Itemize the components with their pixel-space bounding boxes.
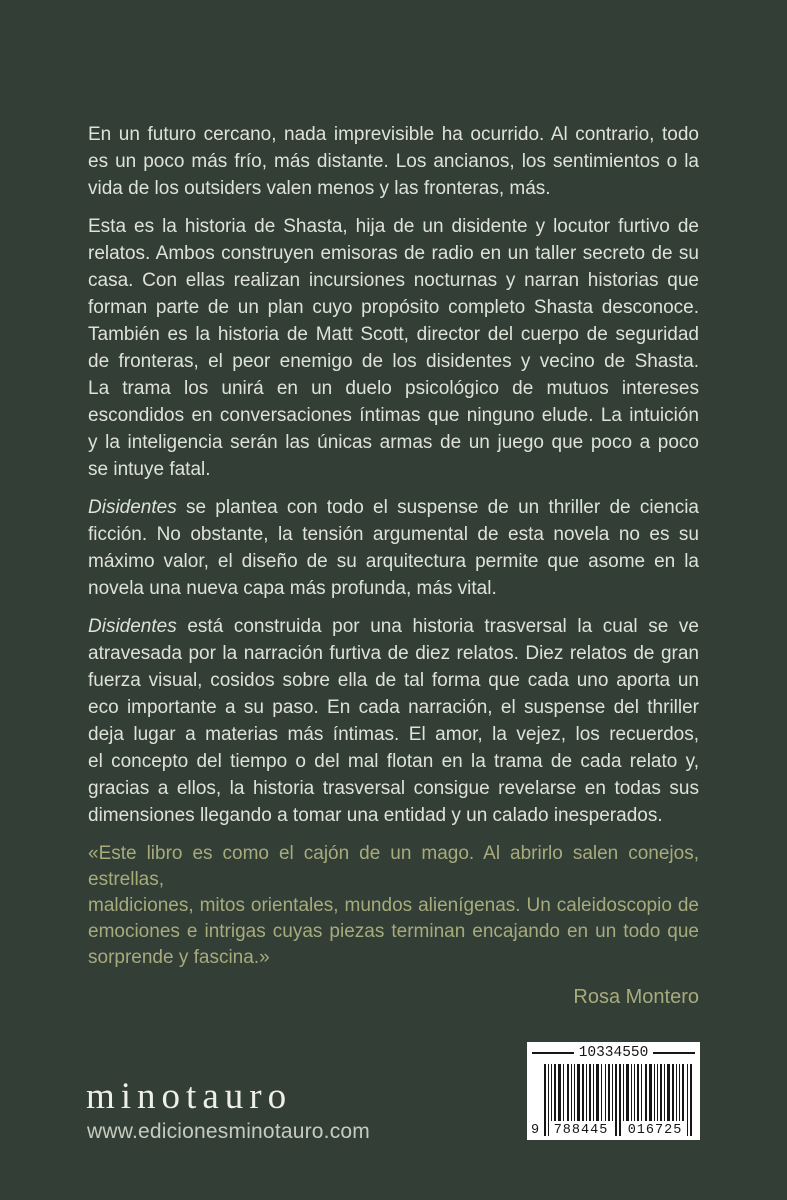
book-title-italic: Disidentes — [88, 616, 177, 637]
text-segment: deja lugar a materias más íntimas. El amor, la vejez, los recuerdos, — [88, 724, 699, 745]
barcode-bar — [623, 1064, 624, 1121]
barcode-bar — [577, 1064, 580, 1121]
text-line — [88, 575, 699, 602]
text-segment: máximo valor, el diseño de su arquitectura permite que asome en la — [88, 551, 699, 572]
barcode-bar — [551, 1064, 552, 1121]
back-cover-paragraph — [88, 213, 699, 483]
text-segment: se plantea con todo el suspense de un thriller de ciencia — [176, 497, 699, 518]
text-segment: En un futuro cercano, nada imprevisible ha ocurrido. Al contrario, todo — [88, 124, 699, 145]
text-line — [88, 945, 699, 971]
barcode-bar — [593, 1064, 594, 1121]
publisher-website-url: www.edicionesminotauro.com — [87, 1120, 370, 1143]
isbn-digit-group: 016725 — [627, 1123, 683, 1138]
text-segment: de fronteras, el peor enemigo de los disidentes y vecino de Shasta. — [88, 351, 699, 372]
text-line — [88, 456, 699, 483]
text-line — [88, 321, 699, 348]
barcode-bar — [567, 1064, 569, 1121]
barcode-top-number: 10334550 — [578, 1045, 649, 1061]
text-segment: maldiciones, mitos orientales, mundos alienígenas. Un caleidoscopio de — [88, 895, 699, 916]
text-line — [88, 802, 699, 829]
text-segment: eco importante a su paso. En cada narración, el suspense del thriller — [88, 697, 699, 718]
text-line — [88, 748, 699, 775]
barcode-bar — [563, 1064, 564, 1121]
text-line — [88, 548, 699, 575]
text-line — [88, 240, 699, 267]
text-segment: relatos. Ambos construyen emisoras de radio en un taller secreto de su — [88, 243, 699, 264]
text-segment: novela una nueva capa más profunda, más vital. — [88, 578, 497, 599]
text-line — [88, 121, 699, 148]
minotauro-wordmark: minotauro — [86, 1076, 293, 1117]
text-segment: sorprende y fascina.» — [88, 947, 270, 968]
barcode-bar — [554, 1064, 556, 1121]
text-segment: y la inteligencia serán las únicas armas de un juego que poco a poco — [88, 432, 699, 453]
text-line — [88, 640, 699, 667]
text-segment: casa. Con ellas realizan incursiones nocturnas y narran historias que — [88, 270, 699, 291]
barcode-isbn-digits — [531, 1123, 692, 1138]
barcode-bar — [605, 1064, 606, 1121]
text-line — [88, 375, 699, 402]
text-segment: dimensiones llegando a tomar una entidad y un calado inesperados. — [88, 805, 663, 826]
barcode-bar — [679, 1064, 680, 1121]
text-line — [88, 667, 699, 694]
barcode-bar — [660, 1064, 662, 1121]
barcode-bar — [664, 1064, 665, 1121]
isbn-digit-group: 788445 — [553, 1123, 609, 1138]
barcode-internal-code — [532, 1045, 695, 1061]
text-segment: está construida por una historia trasversal la cual se ve — [176, 616, 699, 637]
barcode-bar — [654, 1064, 655, 1121]
text-line — [88, 148, 699, 175]
barcode-bar — [634, 1064, 635, 1121]
quote-attribution: Rosa Montero — [573, 986, 699, 1008]
barcode-bar — [586, 1064, 587, 1121]
text-line — [88, 429, 699, 456]
text-line — [88, 613, 699, 640]
text-segment: es un poco más frío, más distante. Los ancianos, los sentimientos o la — [88, 151, 699, 172]
barcode-bar — [558, 1064, 561, 1121]
barcode-bar — [596, 1064, 599, 1121]
text-line — [88, 348, 699, 375]
text-segment: «Este libro es como el cajón de un mago. Al abrirlo salen conejos, estrellas, — [88, 843, 699, 890]
text-line — [88, 494, 699, 521]
barcode-bar — [645, 1064, 647, 1121]
barcode-bar — [589, 1064, 591, 1121]
barcode-bar — [574, 1064, 575, 1121]
text-line — [88, 841, 699, 893]
back-cover-paragraph — [88, 494, 699, 602]
isbn-digit-group: 9 — [531, 1123, 540, 1138]
text-line — [88, 694, 699, 721]
text-segment: emociones e intrigas cuyas piezas terminan encajando en un todo que — [88, 921, 699, 942]
text-segment: atravesada por la narración furtiva de diez relatos. Diez relatos de gran — [88, 643, 699, 664]
synopsis-paragraphs — [88, 121, 699, 829]
text-segment: Esta es la historia de Shasta, hija de un disidente y locutor furtivo de — [88, 216, 699, 237]
text-line — [88, 294, 699, 321]
text-line — [88, 521, 699, 548]
book-title-italic: Disidentes — [88, 497, 177, 518]
barcode-bar — [608, 1064, 610, 1121]
barcode-bar — [676, 1064, 677, 1121]
barcode-bar — [641, 1064, 642, 1121]
barcode-bar — [667, 1064, 670, 1121]
barcode-bar — [626, 1064, 629, 1121]
text-segment: ficción. No obstante, la tensión argumental de esta novela no es su — [88, 524, 699, 545]
review-quote — [88, 841, 699, 971]
barcode-bar — [631, 1064, 632, 1121]
text-segment: escondidos en conversaciones íntimas que ninguno elude. La intuición — [88, 405, 699, 426]
barcode-bar — [571, 1064, 572, 1121]
text-line — [88, 775, 699, 802]
text-segment: el concepto del tiempo o del mal flotan en la trama de cada relato y, — [88, 751, 699, 772]
barcode-bar — [682, 1064, 684, 1121]
back-cover-paragraph — [88, 613, 699, 829]
text-segment: La trama los unirá en un duelo psicológico de mutuos intereses — [88, 378, 699, 399]
barcode-bar — [637, 1064, 639, 1121]
barcode-bar — [601, 1064, 602, 1121]
text-line — [88, 919, 699, 945]
isbn-barcode — [527, 1042, 700, 1140]
text-line — [88, 402, 699, 429]
text-line — [88, 893, 699, 919]
text-segment: gracias a ellos, la historia trasversal consigue revelarse en todas sus — [88, 778, 699, 799]
text-segment: vida de los outsiders valen menos y las fronteras, más. — [88, 178, 551, 199]
text-line — [88, 213, 699, 240]
text-segment: También es la historia de Matt Scott, director del cuerpo de seguridad — [88, 324, 699, 345]
barcode-bar — [649, 1064, 652, 1121]
barcode-bar — [672, 1064, 674, 1121]
barcode-bar — [657, 1064, 658, 1121]
back-cover-paragraph — [88, 121, 699, 202]
barcode-bar — [582, 1064, 584, 1121]
synopsis-text — [88, 121, 699, 1009]
text-segment: forman parte de un plan cuyo propósito completo Shasta desconoce. — [88, 297, 699, 318]
text-line — [88, 267, 699, 294]
barcode-bar — [612, 1064, 613, 1121]
text-line — [88, 721, 699, 748]
text-line — [88, 175, 699, 202]
text-segment: fuerza visual, cosidos sobre ella de tal forma que cada uno aporta un — [88, 670, 699, 691]
text-segment: se intuye fatal. — [88, 459, 211, 480]
